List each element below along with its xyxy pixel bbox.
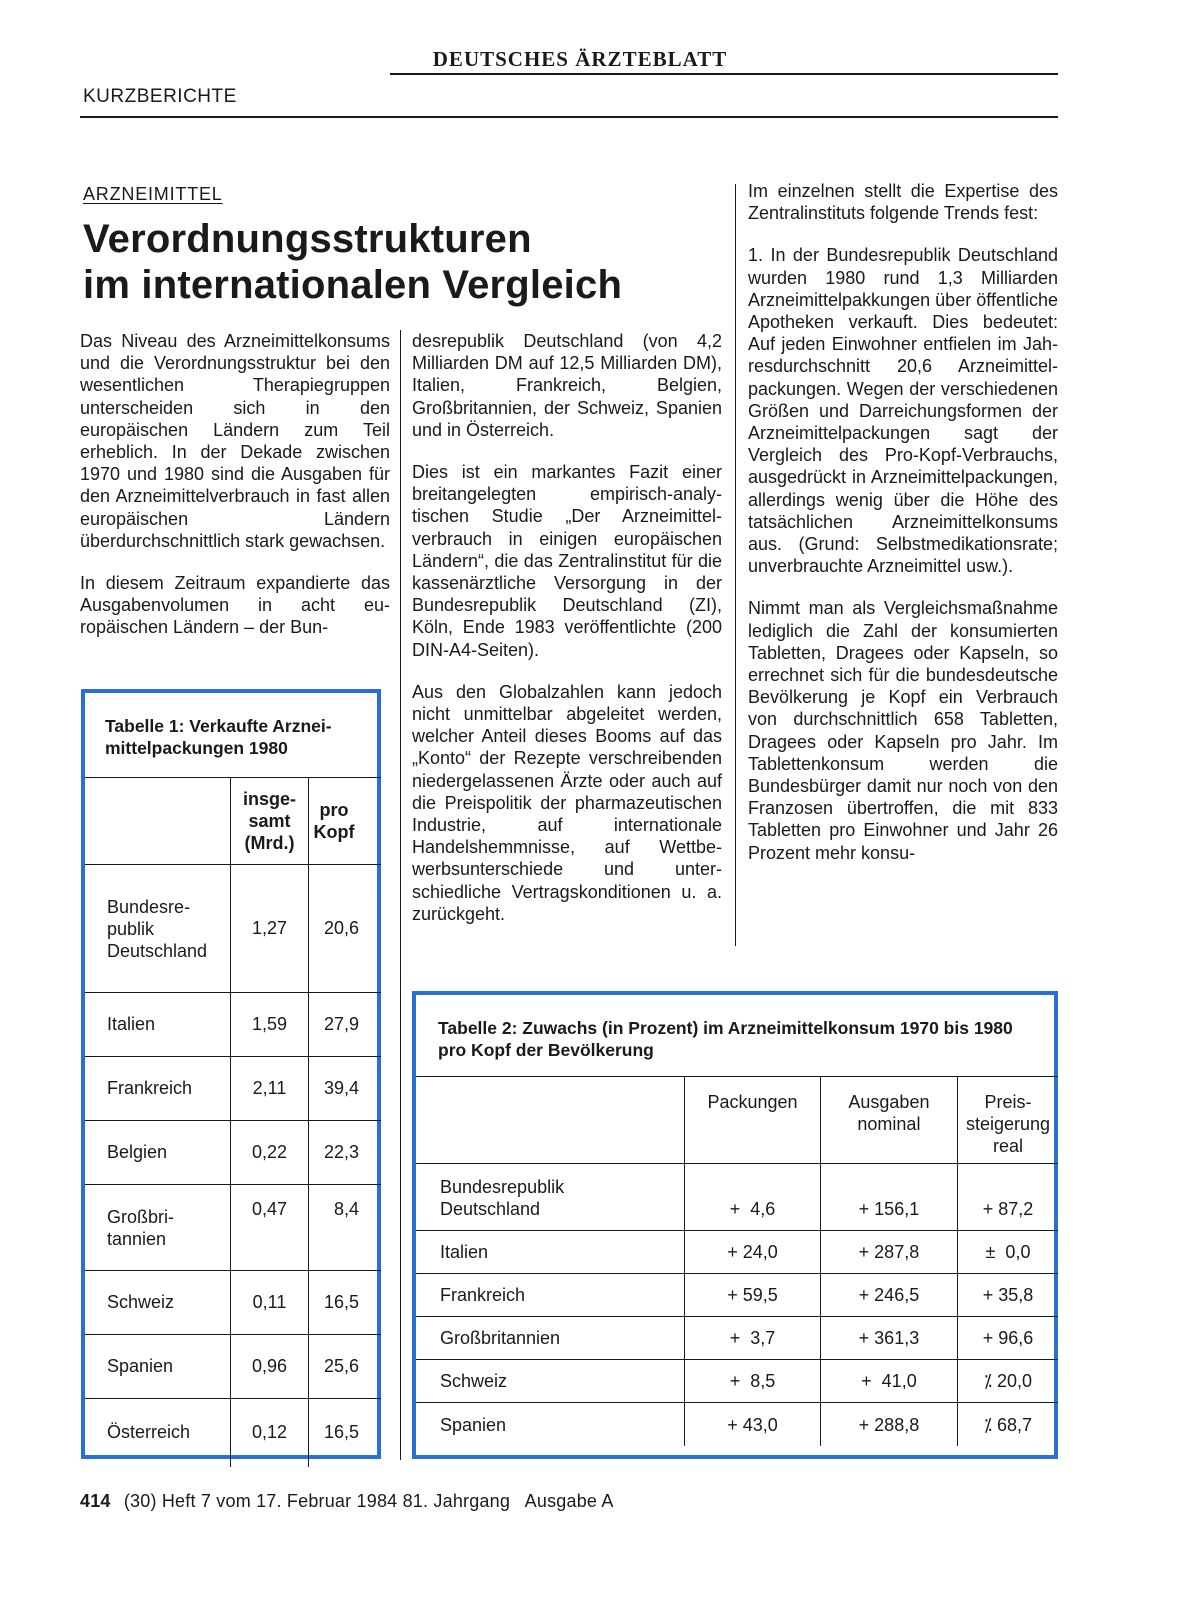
- table-1-per-capita: 20,6: [323, 918, 359, 938]
- table-1-country: Bundesrepublik Deutschland: [107, 896, 208, 961]
- col2-paragraph-2: Dies ist ein markantes Fazit einer breitangelegten empirisch-analytischen Studie „Der Arzneimittelverbrauch in einigen europäischen Ländern“, die das Zentralinstitut für die kassenärztliche Versorgung in der Bundesrepublik Deutschland (ZI), Köln, Ende 1983 veröffentlichte (200 DIN-A4-Seiten).: [412, 462, 722, 660]
- table-2-preis: ± 0,0: [958, 1231, 1059, 1274]
- table-row: [85, 1399, 381, 1467]
- table-2-caption: Tabelle 2: Zuwachs (in Prozent) im Arzneimittelkonsum 1970 bis 1980 pro Kopf der Bevölkerung: [438, 1018, 1013, 1060]
- table-2-preis: + 35,8: [958, 1274, 1059, 1317]
- col1-paragraph-2: In diesem Zeitraum expandierte das Ausgabenvolumen in acht europäischen Ländern – der Bun-: [80, 573, 390, 638]
- table-1-header-per-capita-text: pro Kopf: [313, 800, 355, 842]
- table-1-header-row: [85, 778, 381, 865]
- table-row: [85, 1057, 381, 1121]
- column-3: [748, 180, 1058, 884]
- table-1-header-per-capita: [309, 778, 382, 865]
- table-2-header-row: [416, 1077, 1058, 1164]
- col3-paragraph-1: Im einzelnen stellt die Expertise des Zentralinstituts folgende Trends fest:: [748, 181, 1058, 224]
- table-2-ausgaben: + 287,8: [820, 1231, 957, 1274]
- table-2-packungen: + 43,0: [685, 1403, 821, 1446]
- table-2-country: Frankreich: [440, 1285, 526, 1305]
- column-2: [412, 330, 722, 945]
- table-1: [81, 689, 381, 1459]
- table-2-ausgaben: + 156,1: [820, 1164, 957, 1231]
- table-2-packungen: + 3,7: [685, 1317, 821, 1360]
- table-1-per-capita: 27,9: [323, 1014, 359, 1034]
- column-divider-1: [400, 330, 401, 1460]
- table-1-grid: [85, 777, 381, 1467]
- table-2-header-ausgaben-text: Ausgaben nominal: [848, 1092, 930, 1134]
- table-row: [85, 993, 381, 1057]
- table-2-ausgaben: + 41,0: [820, 1360, 957, 1403]
- table-1-total: 0,96: [231, 1335, 309, 1399]
- table-1-country: Italien: [107, 1014, 156, 1034]
- col3-paragraph-3: Nimmt man als Vergleichsmaßnahme lediglich die Zahl der konsumierten Tabletten, Dragees oder Kapseln, so errechnet sich für die bundesdeutsche Bevölkerung je Kopf ein Verbrauch von durchschnittlich 658 Tabletten, Dragees oder Kapseln pro Jahr. Im Tablettenkonsum werden die Bundesbürger damit nur noch von den Franzosen übertroffen, die mit 833 Tabletten pro Einwohner und Jahr 26 Prozent mehr konsu-: [748, 598, 1058, 863]
- table-2-ausgaben: + 246,5: [820, 1274, 957, 1317]
- table-2-header-empty: [416, 1077, 685, 1164]
- table-2-header-preis: [958, 1077, 1059, 1164]
- issue-info: (30) Heft 7 vom 17. Februar 1984 81. Jahrgang Ausgabe A: [123, 1491, 614, 1511]
- table-2-packungen: + 4,6: [685, 1164, 821, 1231]
- table-2-grid: [416, 1076, 1058, 1446]
- table-1-per-capita: 16,5: [323, 1422, 359, 1443]
- section-label: KURZBERICHTE: [83, 86, 237, 107]
- table-1-header-empty: [85, 778, 231, 865]
- col2-paragraph-1: desrepublik Deutschland (von 4,2 Milliarden DM auf 12,5 Milliarden DM), Italien, Frankreich, Belgien, Großbritannien, der Schweiz, Spanien und in Österreich.: [412, 331, 722, 440]
- table-2-country: Italien: [440, 1242, 489, 1262]
- table-2-country: Großbritannien: [440, 1328, 561, 1348]
- table-1-country: Österreich: [107, 1422, 191, 1443]
- table-1-per-capita: 8,4: [333, 1199, 359, 1219]
- table-row: [416, 1317, 1058, 1360]
- masthead: DEUTSCHES ÄRZTEBLATT: [432, 47, 728, 71]
- table-1-country: Frankreich: [107, 1078, 193, 1098]
- column-1: [80, 330, 390, 659]
- table-row: [416, 1403, 1058, 1446]
- table-2: [412, 991, 1058, 1459]
- table-1-per-capita: 16,5: [323, 1292, 359, 1312]
- table-2-header-ausgaben: [820, 1077, 957, 1164]
- table-2-packungen: + 24,0: [685, 1231, 821, 1274]
- table-1-per-capita: 22,3: [323, 1142, 359, 1162]
- table-2-ausgaben: + 361,3: [820, 1317, 957, 1360]
- table-2-preis: ⁒ 20,0: [958, 1360, 1059, 1403]
- table-row: [85, 1121, 381, 1185]
- table-row: [416, 1360, 1058, 1403]
- table-row: [85, 1335, 381, 1399]
- table-1-total: 2,11: [231, 1057, 309, 1121]
- table-2-country: Spanien: [440, 1414, 507, 1435]
- table-1-total: 0,47: [231, 1185, 309, 1271]
- table-1-total: 0,11: [231, 1271, 309, 1335]
- table-1-country: Schweiz: [107, 1292, 175, 1312]
- table-1-total: 0,22: [231, 1121, 309, 1185]
- table-row: [85, 1271, 381, 1335]
- table-2-packungen: + 59,5: [685, 1274, 821, 1317]
- article-title-line2: im internationalen Vergleich: [83, 263, 623, 307]
- col3-paragraph-2: 1. In der Bundesrepublik Deutschland wurden 1980 rund 1,3 Milliarden Arzneimittelpakkungen über öffentliche Apotheken verkauft. Dies bedeutet: Auf jeden Einwohner entfielen im Jahresdurchschnitt 20,6 Arzneimittelpackungen. Wegen der verschiedenen Größen und Darreichungsformen der Arzneimittelpackungen sagt der Vergleich des Pro-Kopf-Verbrauchs, ausgedrückt in Arzneimittelpackungen, allerdings wenig über die Höhe des tatsächlichen Arzneimittelkonsums aus. (Grund: Selbstmedikationsrate; unverbrauchte Arzneimittel usw.).: [748, 245, 1058, 577]
- table-1-per-capita: 25,6: [323, 1356, 359, 1376]
- table-1-header-total: insgesamt (Mrd.): [231, 778, 309, 865]
- page-number: 414: [80, 1491, 111, 1511]
- section-rule: [80, 116, 1058, 118]
- table-1-per-capita: 39,4: [323, 1078, 359, 1098]
- table-1-country: Spanien: [107, 1356, 174, 1376]
- table-row: [416, 1231, 1058, 1274]
- table-1-total: 1,27: [231, 865, 309, 993]
- column-divider-2: [735, 184, 736, 946]
- table-2-header-preis-text: Preissteigerung real: [965, 1092, 1051, 1156]
- table-2-country: Bundesrepublik Deutschland: [440, 1177, 565, 1219]
- table-1-country: Belgien: [107, 1142, 168, 1162]
- article-title-line1: Verordnungsstrukturen: [83, 217, 532, 261]
- table-row: [416, 1164, 1058, 1231]
- table-2-country: Schweiz: [440, 1371, 508, 1391]
- table-row: [85, 865, 381, 993]
- table-1-caption: Tabelle 1: Verkaufte Arzneimittelpackungen 1980: [105, 716, 332, 758]
- table-2-preis: + 87,2: [958, 1164, 1059, 1231]
- page-footer: [80, 1491, 614, 1512]
- table-2-preis: ⁒ 68,7: [958, 1403, 1059, 1446]
- table-2-header-packungen: Packungen: [685, 1077, 821, 1164]
- table-row: [416, 1274, 1058, 1317]
- table-2-preis: + 96,6: [958, 1317, 1059, 1360]
- table-1-total: 0,12: [231, 1399, 309, 1467]
- masthead-rule: [390, 73, 1058, 75]
- table-2-packungen: + 8,5: [685, 1360, 821, 1403]
- article-title: [83, 216, 723, 308]
- table-1-total: 1,59: [231, 993, 309, 1057]
- table-row: [85, 1185, 381, 1271]
- col1-paragraph-1: Das Niveau des Arzneimittelkonsums und die Verordnungsstruktur bei den wesentlichen Therapiegruppen unterscheiden sich in den europäischen Ländern zum Teil erheblich. In der Dekade zwischen 1970 und 1980 sind die Ausgaben für den Arzneimittelverbrauch in fast allen europäischen Ländern überdurchschnittlich stark gewachsen.: [80, 331, 390, 551]
- table-1-country: Großbritannien: [107, 1206, 175, 1249]
- article-kicker: ARZNEIMITTEL: [83, 184, 223, 204]
- col2-paragraph-3: Aus den Globalzahlen kann jedoch nicht unmittelbar abgeleitet werden, welcher Anteil dieses Booms auf das „Konto“ der Rezepte verschreibenden niedergelassenen Ärzte oder auch auf die Preispolitik der pharmazeutischen Industrie, auf internationale Handelshemmnisse, auf Wettbewerbsunterschiede und unterschiedliche Vertragskonditionen u. a. zurückgeht.: [412, 681, 722, 924]
- table-2-ausgaben: + 288,8: [820, 1403, 957, 1446]
